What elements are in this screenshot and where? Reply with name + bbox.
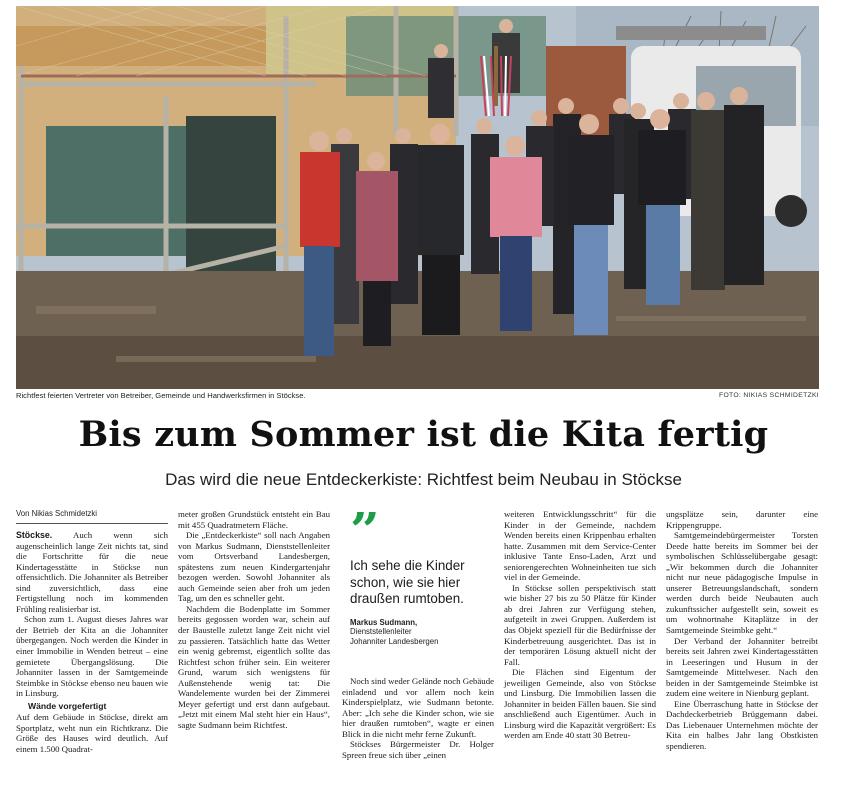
quote-author-role: Dienststellenleiter xyxy=(350,627,412,636)
article-subheadline: Das wird die neue Entdeckerkiste: Richtfest beim Neubau in Stöckse xyxy=(165,470,682,489)
article-headline: Bis zum Sommer ist die Kita fertig xyxy=(78,414,769,455)
paragraph: Schon zum 1. August dieses Jahres war der Betrieb der Kita an die Johanniter übergegangen. Noch werden die Kinder in einer Immobilie in Wenden betreut – eine gemietete Übergangslösung. Die Johanniter lassen in der Samtgemeinde Steimbke in Stöckse ebenso neu bauen wie in Linsburg. xyxy=(16,614,168,699)
subheading: Wände vorgefertigt xyxy=(28,700,107,711)
quote-author-org: Johanniter Landesbergen xyxy=(350,636,439,646)
paragraph: Die Flächen sind Eigentum der jeweiligen Gemeinde, also von Stöckse und Linsburg. Die Immobilien lassen die Johanniter in beiden Fällen bauen. Sie sind anschließend auch Eigentümer. Auch in Linsburg wird die Kapazität vergrößert: Es werden am Ende 40 statt 30 Betreu- xyxy=(504,667,656,741)
quote-mark-icon: ” xyxy=(350,512,380,546)
paragraph: In Stöckse sollen perspektivisch statt wie bisher 27 bis zu 50 Plätze für Kinder ab drei Jahren zur Verfügung stehen, aufgeteilt in zwei Gruppen. Außerdem ist das Objekt speziell für die Bedürfnisse der Kinderbetreuung ausgerichtet. Das ist in der temporären Lösung aktuell nicht der Fall. xyxy=(504,582,656,667)
group-photo-illustration xyxy=(16,6,819,389)
dateline-place: Stöckse. xyxy=(16,530,53,540)
paragraph: meter großen Grundstück entsteht ein Bau mit 455 Quadratmetern Fläche. xyxy=(178,509,330,530)
quote-author xyxy=(350,618,496,647)
lead-paragraph xyxy=(16,530,168,614)
paragraph: Eine Überraschung hatte in Stöckse der Dachdeckerbetrieb Brüggemann dabei. Das Liebenauer Unternehmen möchte der Kita ein halbes Jahr lang Obstkisten spendieren. xyxy=(666,698,818,752)
paragraph: weiteren Entwicklungsschritt“ für die Kinder in der Gemeinde, nachdem Wenden bereits einen Krippenbau erhalten hatte. Zusammen mit dem Service-Center inklusive Tante Enso-Laden, Arzt und seniorengerechten Wohneinheiten tue sich viel in der Gemeinde. xyxy=(504,509,656,583)
paragraph: Die „Entdeckerkiste“ soll nach Angaben von Markus Sudmann, Dienststellenleiter vom Ortsverband Landesbergen, spätestens zum neuen Kindergartenjahr bezogen werden. Sowohl Johanniter als auch Gemeinde seien aber froh um jeden Tag, um den es schneller geht. xyxy=(178,530,330,604)
paragraph: Noch sind weder Gelände noch Gebäude einladend und vor allem noch kein Kinderspielplatz, wie Sudmann betonte. Aber: „Ich sehe die Kinder schon, wie sie hier draußen rumtoben“, wagte er einen Blick in die nicht mehr ferne Zukunft. xyxy=(342,676,494,739)
article-column-4 xyxy=(504,509,656,741)
paragraph: Samtgemeindebürgermeister Torsten Deede hatte bereits im Sommer bei der symbolischen Schlüsselübergabe gesagt: „Wir bekommen durch die Johanniter nicht nur neue pädagogische Impulse in unserer Betreuungslandschaft, sondern werden durch beide Neubauten auch zukunftssicher aufgestellt sein, soweit es um wohnortnahe Kitaplätze in der Samtgemeinde Steimbke geht.“ xyxy=(666,530,818,636)
pull-quote xyxy=(350,512,496,646)
paragraph: Auf dem Gebäude in Stöckse, direkt am Sportplatz, weht nun ein Richtkranz. Die Größe des Hauses wird deutlich. Auf einem 1.500 Quadrat- xyxy=(16,712,168,754)
byline: Von Nikias Schmidetzki xyxy=(16,509,98,518)
photo-credit: FOTO: NIKIAS SCHMIDETZKI xyxy=(719,392,819,399)
paragraph: Der Verband der Johanniter betreibt bereits seit Jahren zwei Kindertagesstätten in Leeseringen und Husum in der Samtgemeinde Mittelweser. Nach den beiden in der Samtgemeinde Steimbke ist zudem eine weitere in Nienburg geplant. xyxy=(666,635,818,699)
quote-text: Ich sehe die Kinder schon, wie sie hier draußen rumtoben. xyxy=(350,558,465,606)
lead-text: Auch wenn sich augenscheinlich lange Zeit nichts tat, sind die Fortschritte für die neue Kindertagesstätte in Stöckse nun offensichtlich. Die Johanniter als Betreiber sind zuversichtlich, dass eine Fertigstellung noch im kommenden Frühling realisierbar ist. xyxy=(16,530,168,614)
article-column-1 xyxy=(16,509,168,754)
quote-author-name: Markus Sudmann, xyxy=(350,617,418,627)
article-column-2 xyxy=(178,509,330,730)
photo-caption: Richtfest feierten Vertreter von Betreiber, Gemeinde und Handwerksfirmen in Stöckse. xyxy=(16,391,306,400)
article-column-3 xyxy=(342,676,494,760)
article-column-5 xyxy=(666,509,818,752)
article-photo xyxy=(16,6,819,389)
byline-rule xyxy=(16,523,168,524)
paragraph: ungsplätze sein, darunter eine Krippengruppe. xyxy=(666,509,818,530)
paragraph: Nachdem die Bodenplatte im Sommer bereits gegossen worden war, schein auf der Baustelle zuletzt lange Zeit nicht viel zu passieren. Tatsächlich hatte das Wetter ein wenig gebremst, eigentlich sollte das Richtfest schon früher sein. Ein weiterer Grund, warum sich wenigstens für Außenstehende wenig tat: Die Wandelemente wurden bei der Zimmerei Meyer gefertigt und erst dann aufgebaut. „Jetzt mit einem Mal steht hier ein Haus“, sagte Sudmann beim Richtfest. xyxy=(178,603,330,730)
paragraph: Stöckses Bürgermeister Dr. Holger Spreen freue sich über „einen xyxy=(342,739,494,760)
